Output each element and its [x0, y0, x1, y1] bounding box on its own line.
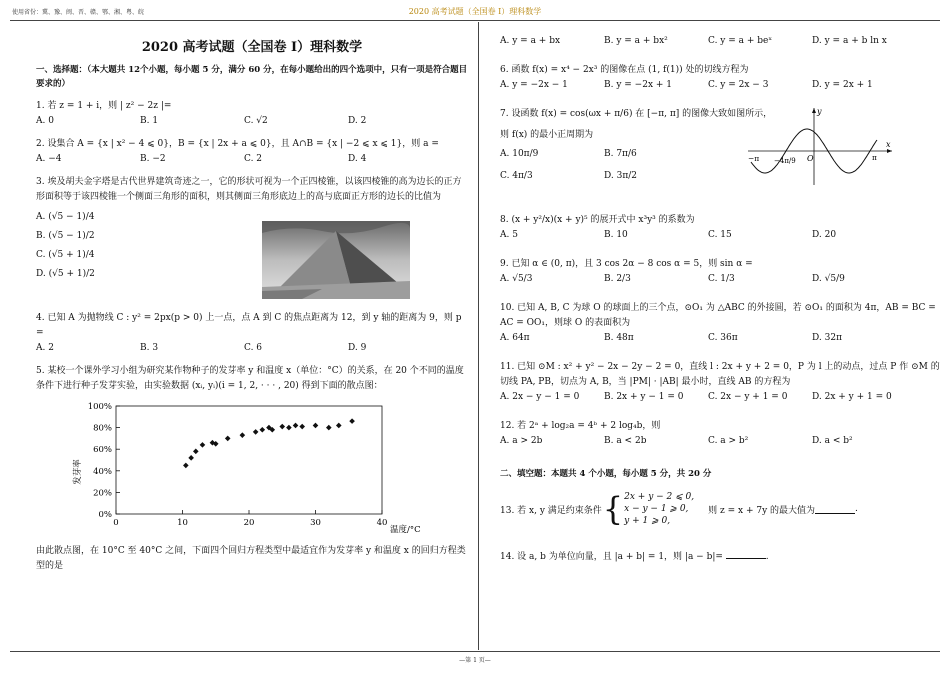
question-stem: 7. 设函数 f(x) = cos(ωx + π/6) 在 [−π, π] 的图像大致如图所示， [500, 109, 773, 119]
graph-label-y: y [817, 107, 822, 116]
option-b[interactable]: B. y = −2x + 1 [604, 80, 673, 90]
option-c[interactable]: C. 4π/3 [500, 171, 533, 181]
option-c[interactable]: C. 1/3 [708, 274, 735, 284]
sentence-period: . [855, 504, 858, 514]
question-7 [500, 107, 940, 199]
option-a[interactable]: A. 5 [500, 230, 518, 240]
question-11 [500, 360, 940, 405]
option-d[interactable]: D. y = 2x + 1 [812, 80, 873, 90]
option-b[interactable]: B. −2 [140, 154, 166, 164]
x-tick-label: 40 [376, 518, 388, 528]
option-row [36, 341, 468, 356]
graph-label-pi: π [872, 153, 877, 162]
option-c[interactable]: C. y = a + beˣ [708, 36, 773, 46]
graph-label-x: x [886, 140, 891, 149]
option-row [500, 390, 940, 405]
option-d[interactable]: D. 32π [812, 333, 842, 343]
scatter-point [349, 418, 355, 424]
option-c[interactable]: C. y = 2x − 3 [708, 80, 769, 90]
option-row [36, 152, 468, 167]
question-stem-followup: 由此散点图，在 10°C 至 40°C 之间，下面四个回归方程类型中最适宜作为发芽率 y 和温度 x 的回归方程类型的是 [36, 546, 466, 571]
option-c[interactable]: C. a > b² [708, 436, 749, 446]
option-b[interactable]: B. (√5 − 1)/2 [36, 231, 95, 241]
question-12 [500, 419, 940, 449]
scatter-point [188, 455, 194, 461]
scatter-point [183, 463, 189, 469]
option-b[interactable]: B. y = a + bx² [604, 36, 668, 46]
option-d[interactable]: D. 20 [812, 230, 837, 240]
option-a[interactable]: A. 64π [500, 333, 530, 343]
scatter-point [193, 449, 199, 455]
option-d[interactable]: D. (√5 + 1)/2 [36, 269, 95, 279]
scatter-point [253, 429, 259, 435]
option-c[interactable]: C. 36π [708, 333, 738, 343]
y-tick-label: 80% [93, 423, 112, 434]
y-tick-label: 40% [93, 466, 112, 477]
question-6 [500, 63, 940, 93]
scatter-point [200, 442, 206, 448]
question-stem: 10. 已知 A, B, C 为球 O 的球面上的三个点，⊙O₁ 为 △ABC 的外接圆，若 ⊙O₁ 的面积为 4π，AB = BC = AC = OO₁，则球 O 的表面积为 [500, 303, 936, 328]
constraint: y + 1 ⩾ 0, [624, 516, 671, 526]
option-c[interactable]: C. (√5 + 1)/4 [36, 250, 95, 260]
scatter-point [293, 423, 299, 429]
question-stem: 8. (x + y²/x)(x + y)⁵ 的展开式中 x³y³ 的系数为 [500, 215, 695, 225]
question-13 [500, 491, 940, 527]
option-d[interactable]: D. 3π/2 [604, 171, 638, 181]
option-a[interactable]: A. −4 [36, 154, 62, 164]
right-column [500, 24, 940, 562]
option-c[interactable]: C. 2 [244, 154, 263, 164]
option-c[interactable]: C. 2x − y + 1 = 0 [708, 392, 788, 402]
question-2 [36, 137, 468, 167]
option-c[interactable]: C. √2 [244, 116, 268, 126]
option-row [500, 434, 940, 449]
option-a[interactable]: A. 2 [36, 343, 54, 353]
option-a[interactable]: A. 2x − y − 1 = 0 [500, 392, 580, 402]
x-tick-label: 10 [177, 518, 188, 528]
question-stem: 14. 设 a, b 为单位向量，且 |a + b| = 1，则 |a − b|= [500, 552, 723, 562]
constraint-system [624, 491, 694, 527]
header-rule [10, 20, 940, 21]
option-d[interactable]: D. 2x + y + 1 = 0 [812, 392, 892, 402]
header-note: 使用省份：冀、豫、闽、晋、赣、鄂、湘、粤、皖 [12, 9, 145, 16]
question-stem: 11. 已知 ⊙M : x² + y² − 2x − 2y − 2 = 0，直线 l : 2x + y + 2 = 0，P 为 l 上的动点，过点 P 作 ⊙M 的切线 PA, PB，切点为 A, B，当 |PM| · |AB| 最小时，直线 AB 的方程为 [500, 362, 940, 387]
option-row [500, 272, 940, 287]
question-4 [36, 311, 468, 356]
question-3 [36, 175, 468, 303]
option-row [500, 34, 940, 49]
option-d[interactable]: D. 4 [348, 154, 367, 164]
question-stem: 9. 已知 α ∈ (0, π)，且 3 cos 2α − 8 cos α = 5，则 sin α = [500, 259, 753, 269]
question-stem: 3. 埃及胡夫金字塔是古代世界建筑奇迹之一，它的形状可视为一个正四棱锥，以该四棱锥的高为边长的正方形面积等于该四棱锥一个侧面三角形的面积，则其侧面三角形底边上的高与底面正方形的边长的比值为 [36, 177, 462, 202]
left-column [36, 24, 468, 574]
scatter-point [225, 436, 231, 442]
option-a[interactable]: A. (√5 − 1)/4 [36, 212, 95, 222]
graph-label-origin: O [807, 154, 814, 163]
page-number: —第 1 页— [459, 657, 491, 664]
answer-blank[interactable] [815, 504, 855, 514]
cosine-graph [746, 105, 896, 187]
x-tick-label: 20 [243, 518, 255, 528]
option-row [500, 228, 940, 243]
scatter-point [240, 432, 246, 438]
question-9 [500, 257, 940, 287]
section-fill-heading: 二、填空题：本题共 4 个小题，每小题 5 分，共 20 分 [500, 469, 712, 479]
option-a[interactable]: A. 10π/9 [500, 149, 539, 159]
option-a[interactable]: A. y = −2x − 1 [500, 80, 568, 90]
scatter-point [326, 425, 332, 431]
option-b[interactable]: B. 10 [604, 230, 628, 240]
option-c[interactable]: C. 6 [244, 343, 263, 353]
scatter-point [336, 423, 342, 429]
option-b[interactable]: B. 48π [604, 333, 634, 343]
option-a[interactable]: A. a > 2b [500, 436, 543, 446]
question-stem-tail: 则 z = x + 7y 的最大值为 [708, 505, 816, 516]
option-c[interactable]: C. 15 [708, 230, 732, 240]
x-tick-label: 0 [113, 518, 119, 528]
scatter-point [279, 424, 285, 430]
x-axis-label: 温度/°C [390, 525, 421, 535]
pyramid-photo [262, 221, 410, 299]
scatter-plot [36, 394, 456, 539]
y-tick-label: 0% [98, 510, 112, 520]
question-14 [500, 549, 940, 562]
option-d[interactable]: D. a < b² [812, 436, 853, 446]
option-a[interactable]: A. 0 [36, 116, 54, 126]
question-stem: 12. 若 2ᵃ + log₂a = 4ᵇ + 2 log₄b，则 [500, 421, 661, 431]
scatter-point [260, 427, 266, 433]
x-tick-label: 30 [310, 518, 321, 528]
question-stem: 1. 若 z = 1 + i，则 | z² − 2z |= [36, 101, 172, 111]
question-8 [500, 213, 940, 243]
option-d[interactable]: D. √5/9 [812, 274, 845, 284]
question-stem: 13. 若 x, y 满足约束条件 [500, 505, 602, 516]
footer-rule [10, 651, 940, 652]
option-b[interactable]: B. 2/3 [604, 274, 631, 284]
option-b[interactable]: B. a < 2b [604, 436, 647, 446]
scatter-point [313, 423, 319, 429]
constraint-brace: { [602, 490, 624, 528]
option-d[interactable]: D. 2 [348, 116, 367, 126]
option-b[interactable]: B. 7π/6 [604, 149, 637, 159]
y-tick-label: 20% [93, 488, 112, 499]
header-title: 2020 高考试题（全国卷 I）理科数学 [408, 7, 542, 16]
scatter-point [299, 424, 305, 430]
question-stem: 2. 设集合 A = {x | x² − 4 ⩽ 0}，B = {x | 2x + a ⩽ 0}，且 A∩B = {x | −2 ⩽ x ⩽ 1}，则 a = [36, 139, 439, 149]
option-row [500, 78, 940, 93]
section-choice-heading: 一、选择题：（本大题共 12个小题，每小题 5 分，满分 60 分，在每小题给出的四个选项中，只有一项是符合题目要求的） [36, 65, 468, 89]
option-d[interactable]: D. 9 [348, 343, 367, 353]
option-a[interactable]: A. y = a + bx [500, 36, 561, 46]
option-row [36, 114, 468, 129]
y-axis-label: 发芽率 [73, 459, 83, 485]
question-stem: 6. 函数 f(x) = x⁴ − 2x³ 的图像在点 (1, f(1)) 处的切线方程为 [500, 65, 749, 75]
option-a[interactable]: A. √5/3 [500, 274, 533, 284]
sentence-period: . [765, 552, 769, 562]
y-tick-label: 60% [93, 445, 112, 456]
question-stem-2: 则 f(x) 的最小正周期为 [500, 130, 594, 140]
paper-title: 2020 高考试题（全国卷 I）理科数学 [141, 40, 363, 55]
option-d[interactable]: D. y = a + b ln x [812, 36, 887, 46]
option-b[interactable]: B. 3 [140, 343, 159, 353]
question-stem: 5. 某校一个课外学习小组为研究某作物种子的发芽率 y 和温度 x（单位：°C）的关系，在 20 个不同的温度条件下进行种子发芽实验，由实验数据 (xᵢ, yᵢ)(i = 1, 2, · · · , 20) 得到下面的散点图： [36, 366, 464, 391]
question-stem: 4. 已知 A 为抛物线 C : y² = 2px(p > 0) 上一点，点 A 到 C 的焦点距离为 12，到 y 轴的距离为 9，则 p = [36, 313, 462, 338]
y-tick-label: 100% [87, 402, 112, 412]
option-b[interactable]: B. 2x + y − 1 = 0 [604, 392, 684, 402]
question-10 [500, 301, 940, 346]
option-b[interactable]: B. 1 [140, 116, 159, 126]
constraint: 2x + y − 2 ⩽ 0, [624, 492, 695, 502]
scatter-point [286, 425, 292, 431]
question-1 [36, 99, 468, 129]
plot-frame [116, 406, 382, 514]
column-divider [478, 22, 479, 650]
answer-blank[interactable] [726, 549, 766, 559]
graph-label-neg-pi: −π [748, 154, 760, 163]
constraint: x − y − 1 ⩾ 0, [624, 504, 689, 514]
option-row [500, 331, 940, 346]
graph-label-mark: −4π/9 [774, 157, 796, 165]
question-5 [36, 364, 468, 574]
